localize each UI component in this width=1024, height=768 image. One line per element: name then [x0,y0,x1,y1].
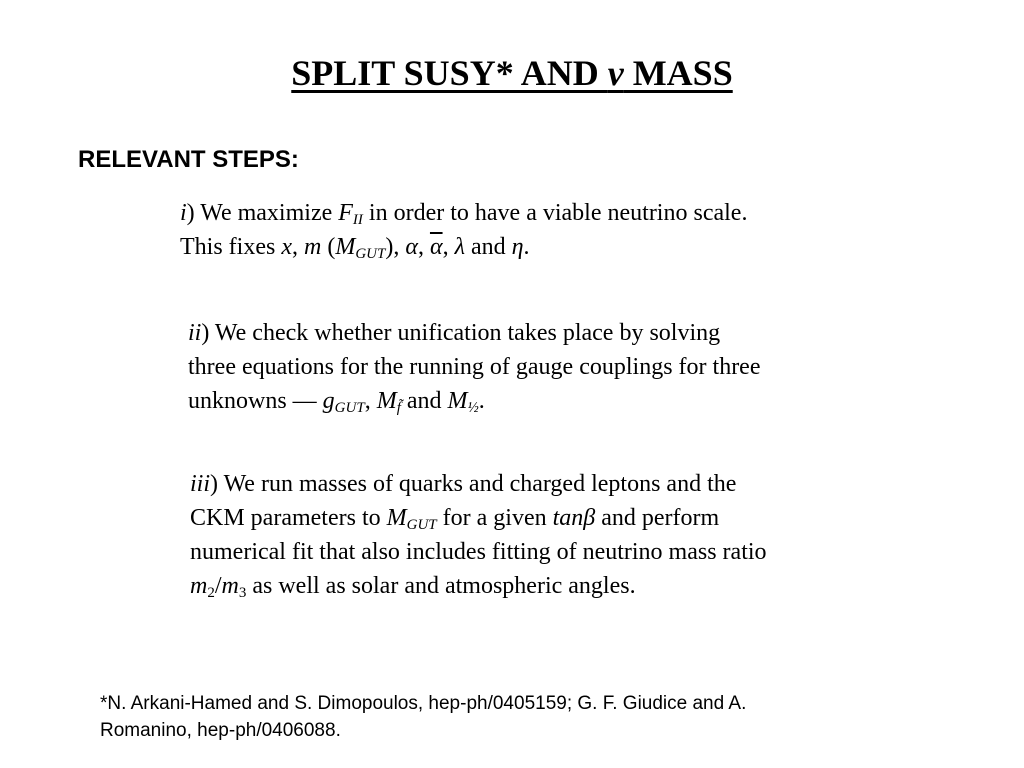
step-i-text: This fixes [180,234,282,260]
step-iii-text: and perform [595,505,720,531]
step-iii-text: ) We run masses of quarks and charged leptons and the [210,471,737,497]
section-heading: RELEVANT STEPS: [78,146,299,173]
footnote-line-1: *N. Arkani-Hamed and S. Dimopoulos, hep-ph/0405159; G. F. Giudice and A. [100,693,747,714]
punct: , [291,234,304,260]
punct: ( [321,234,336,260]
punct: , [417,234,430,260]
symbol-M-subscript: GUT [355,246,386,262]
symbol-M-f: M [376,388,397,414]
step-iii [190,467,767,603]
step-iii-line-1 [190,467,767,501]
symbol-g-subscript: GUT [334,400,365,416]
step-ii-line-1 [188,316,760,350]
step-ii-text: ) We check whether unification takes place by solving [201,320,721,346]
symbol-M: M [386,505,407,531]
step-ii-line-3 [188,384,760,418]
step-ii [188,316,760,418]
footnote-line-2: Romanino, hep-ph/0406088. [100,720,341,741]
step-iii-label: iii [190,471,211,497]
punct: , [364,388,377,414]
step-ii-line-2: three equations for the running of gauge couplings for three [188,354,761,380]
step-i [180,196,747,264]
punct: . [523,234,530,260]
symbol-m2: m [190,573,208,599]
step-i-text: ) We maximize [186,200,339,226]
step-iii-text: as well as solar and atmospheric angles. [246,573,636,599]
symbol-x: x [281,234,292,260]
punct: . [478,388,485,414]
step-ii-label: ii [188,320,202,346]
symbol-M: M [335,234,356,260]
step-i-text: and [464,234,512,260]
step-iii-text: for a given [436,505,553,531]
symbol-m2-subscript: 2 [207,585,215,601]
title-nu: ν [607,53,624,93]
title-part2: MASS [623,53,733,93]
symbol-M-subscript: GUT [406,517,437,533]
symbol-g: g [322,388,335,414]
punct: ), [385,234,406,260]
symbol-M-half: M [447,388,468,414]
symbol-lambda: λ [454,234,465,260]
step-ii-text: and [400,388,448,414]
step-i-text: in order to have a viable neutrino scale. [362,200,748,226]
punct: , [442,234,455,260]
title-text [291,53,732,93]
symbol-m3-subscript: 3 [238,585,247,601]
symbol-M-half-subscript: ½ [467,400,479,416]
symbol-tan-beta: tanβ [552,505,596,531]
step-i-line-2 [180,230,747,264]
symbol-eta: η [511,234,524,260]
symbol-alpha: α [405,234,418,260]
title-part1: SPLIT SUSY* AND [291,53,608,93]
step-i-label: i [180,200,187,226]
step-i-line-1 [180,196,747,230]
step-iii-line-2 [190,501,767,535]
step-iii-line-3: numerical fit that also includes fitting of neutrino mass ratio [190,539,767,565]
step-iii-text: CKM parameters to [190,505,387,531]
symbol-F: F [338,200,353,226]
symbol-m3: m [221,573,239,599]
footnote [100,690,746,744]
symbol-alpha-bar: $\overline{\alpha}$ [429,234,443,260]
symbol-M-f-subscript: f̃ [396,400,401,416]
slide-title [0,52,1024,94]
punct: / [214,573,222,599]
symbol-F-subscript: II [352,212,363,228]
symbol-m: m [303,234,322,260]
step-iii-line-4 [190,569,767,603]
step-ii-text: unknowns ― [188,388,323,414]
